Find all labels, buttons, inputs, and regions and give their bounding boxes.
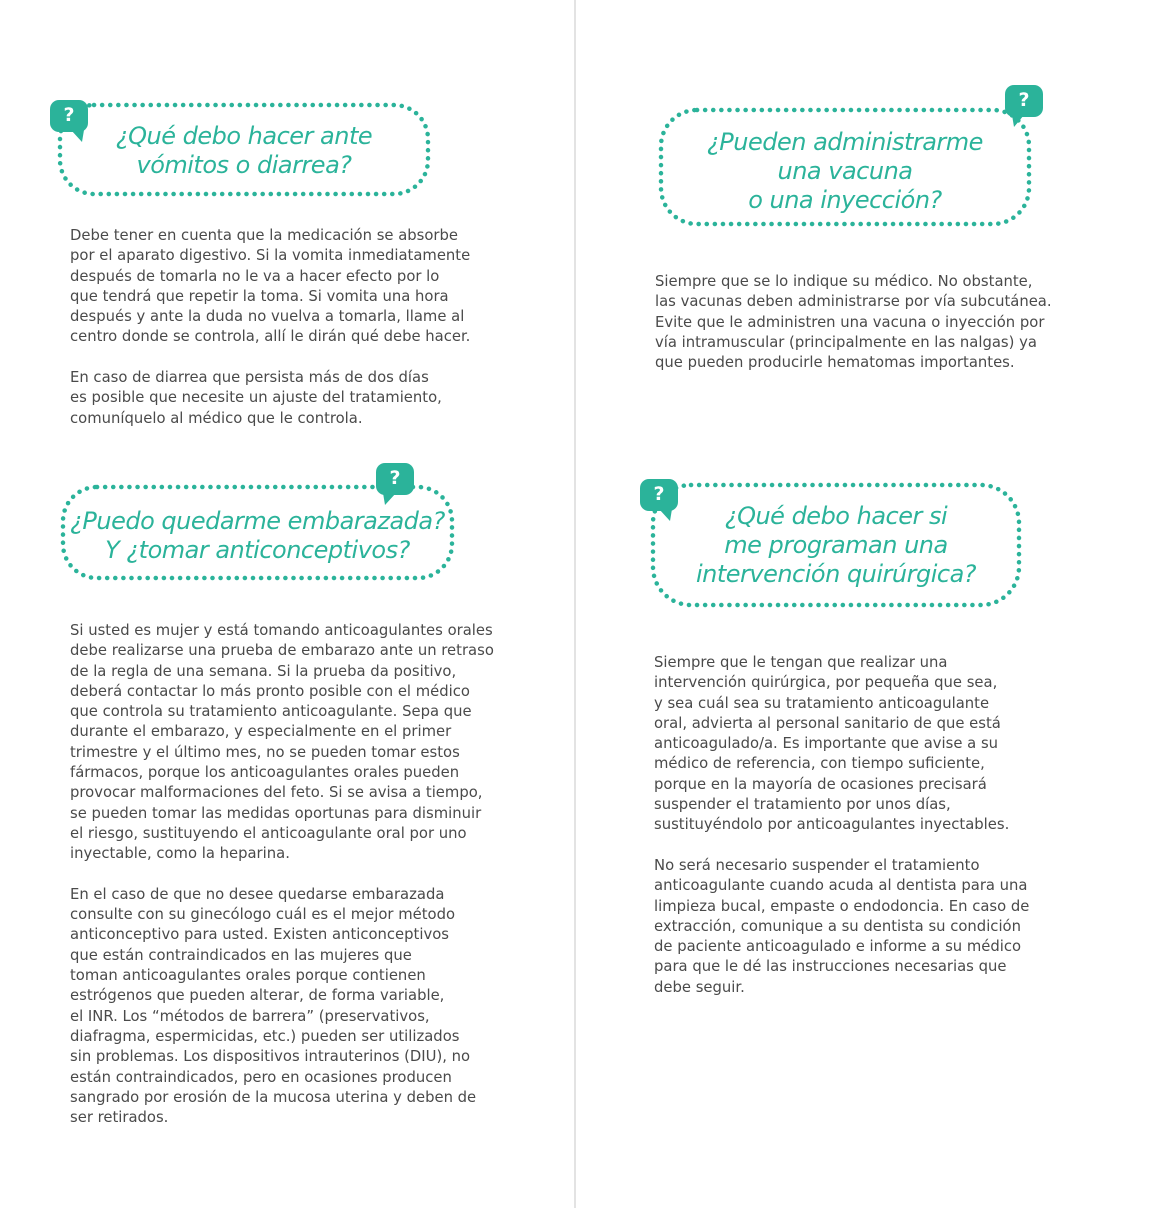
section-vomiting-body: Debe tener en cuenta que la medicación se absorbe por el aparato digestivo. Si la vomita inmediatamente después de tomarla no le va a hacer efecto por lo que tendrá que repetir la toma. Si vomita una hora después y ante la duda no vuelva a tomarla, llame al centro donde se controla, allí le dirán qué debe hacer. En caso de diarrea que persista más de dos días es posible que necesite un ajuste del tratamiento, comuníquelo al médico que le controla. [70, 227, 471, 427]
section-vomiting-heading [58, 103, 430, 196]
question-icon: ? [639, 478, 679, 522]
question-icon: ? [49, 99, 89, 143]
section-title: ¿Pueden administrarme una vacuna o una inyección? [707, 128, 983, 214]
question-icon: ? [375, 462, 415, 506]
section-surgery-body: Siempre que le tengan que realizar una intervención quirúrgica, por pequeña que sea, y sea cuál sea su tratamiento anticoagulante oral, advierta al personal sanitario de que está anticoagulado/a. Es importante que avise a su médico de referencia, con tiempo suficiente, porque en la mayoría de ocasiones precisará suspender el tratamiento por unos días, sustituyéndolo por anticoagulantes inyectables. No será necesario suspender el tratamiento anticoagulante cuando acuda al dentista para una limpieza bucal, empaste o endodoncia. En caso de extracción, comunique a su dentista su condición de paciente anticoagulado e informe a su médico para que le dé las instrucciones necesarias que debe seguir. [654, 654, 1030, 996]
section-title: ¿Qué debo hacer si me programan una intervención quirúrgica? [695, 502, 977, 588]
section-title: ¿Qué debo hacer ante vómitos o diarrea? [115, 122, 373, 179]
section-vaccine-heading [659, 108, 1031, 226]
section-pregnancy-body: Si usted es mujer y está tomando anticoagulantes orales debe realizarse una prueba de embarazo ante un retraso de la regla de una semana. Si la prueba da positivo, deberá contactar lo más pronto posible con el médico que controla su tratamiento anticoagulante. Sepa que durante el embarazo, y especialmente en el primer trimestre y el último mes, no se pueden tomar estos fármacos, porque los anticoagulantes orales pueden provocar malformaciones del feto. Si se avisa a tiempo, se pueden tomar las medidas oportunas para disminuir el riesgo, sustituyendo el anticoagulante oral por uno inyectable, como la heparina. En el caso de que no desee quedarse embarazada consulte con su ginecólogo cuál es el mejor método anticonceptivo para usted. Existen anticonceptivos que están contraindicados en las mujeres que toman anticoagulantes orales porque contienen estrógenos que pueden alterar, de forma variable, el INR. Los “métodos de barrera” (preservativos, diafragma, espermicidas, etc.) pueden ser utilizados sin problemas. Los dispositivos intrauterinos (DIU), no están contraindicados, pero en ocasiones producen sangrado por erosión de la mucosa uterina y deben de ser retirados. [70, 622, 494, 1127]
question-icon: ? [1004, 84, 1044, 128]
section-title: ¿Puedo quedarme embarazada? Y ¿tomar anticonceptivos? [70, 507, 445, 564]
page-divider [574, 0, 576, 1208]
section-vaccine-body: Siempre que se lo indique su médico. No obstante, las vacunas deben administrarse por vía subcutánea. Evite que le administren una vacuna o inyección por vía intramuscular (principalmente en las nalgas) ya que pueden producirle hematomas importantes. [655, 273, 1052, 372]
section-surgery-heading [651, 483, 1021, 607]
